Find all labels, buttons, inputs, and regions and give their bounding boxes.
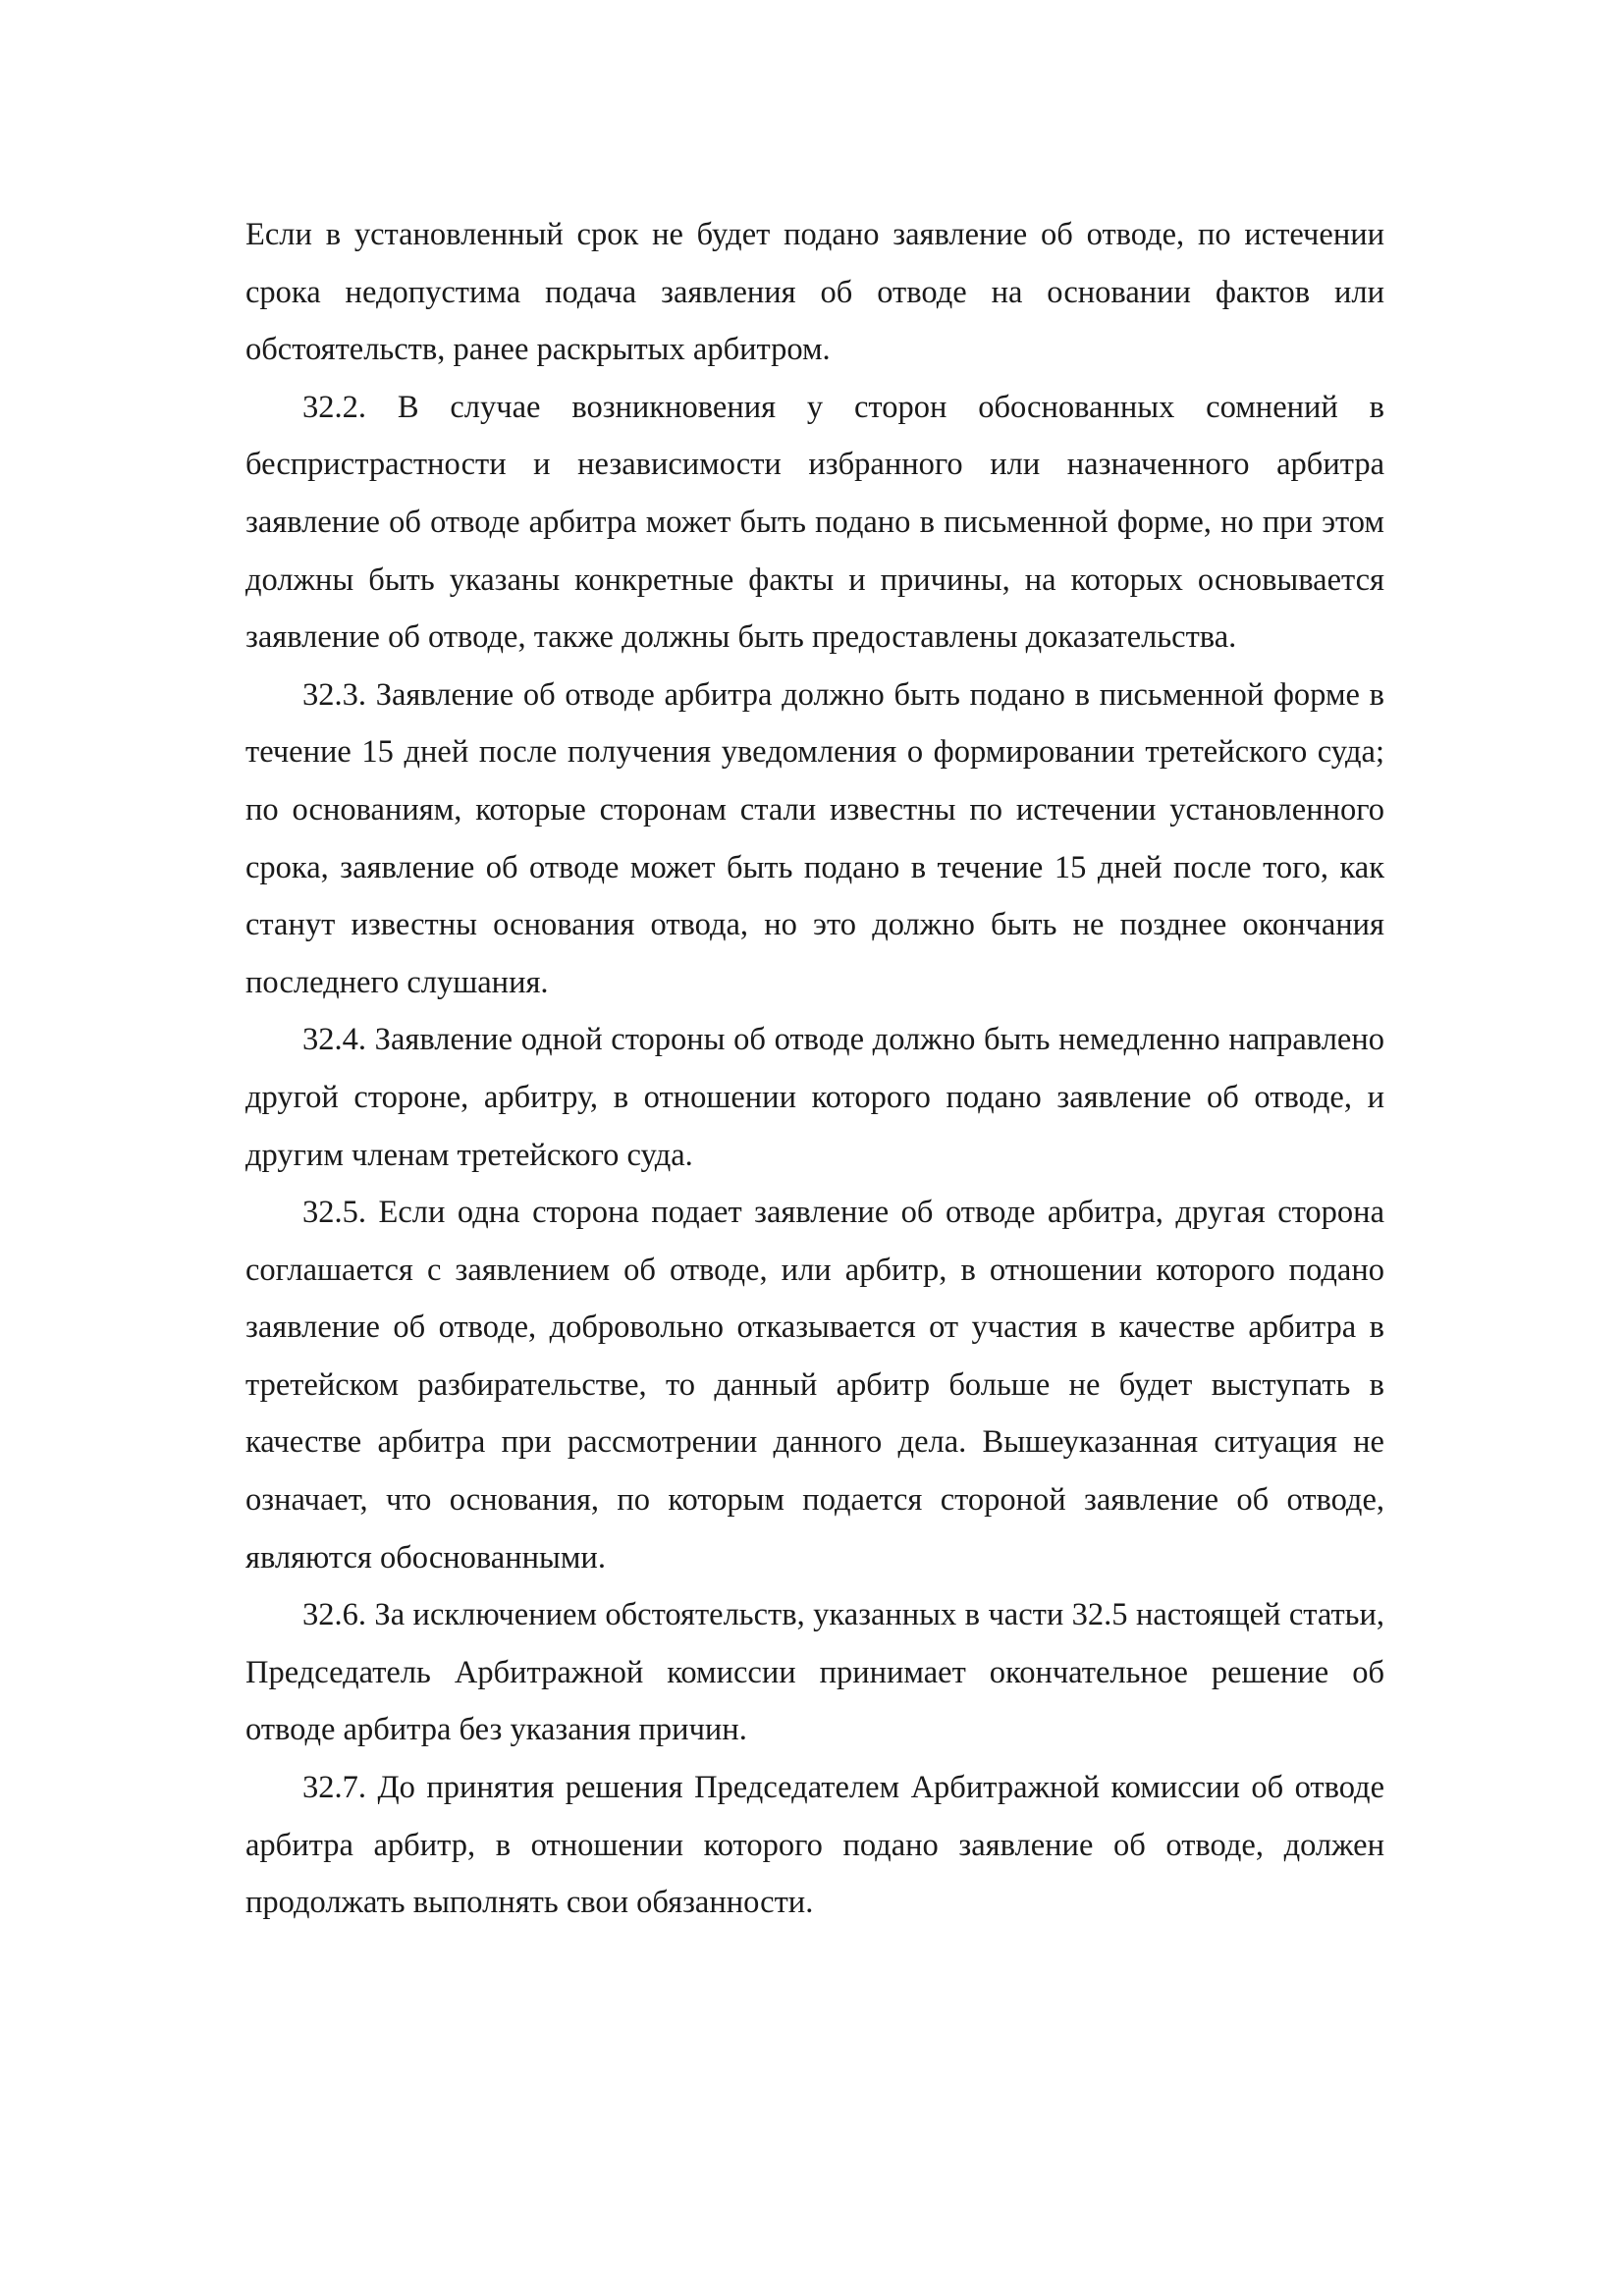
paragraph-32-6: 32.6. За исключением обстоятельств, указанных в части 32.5 настоящей статьи, Председатель Арбитражной комиссии принимает окончательное решение об отводе арбитра без указания причин. — [245, 1597, 1384, 1748]
paragraph-32-7: 32.7. До принятия решения Председателем Арбитражной комиссии об отводе арбитра арбитр, в отношении которого подано заявление об отводе, должен продолжать выполнять свои обязанности. — [245, 1770, 1384, 1921]
paragraph-32-4: 32.4. Заявление одной стороны об отводе должно быть немедленно направлено другой стороне, арбитру, в отношении которого подано заявление об отводе, и другим членам третейского суда. — [245, 1022, 1384, 1173]
paragraph-32-2: 32.2. В случае возникновения у сторон обоснованных сомнений в беспристрастности и независимости избранного или назначенного арбитра заявление об отводе арбитра может быть подано в письменной форме, но при этом должны быть указаны конкретные факты и причины, на которых основывается заявление об отводе, также должны быть предоставлены доказательства. — [245, 389, 1384, 656]
paragraph-32-3: 32.3. Заявление об отводе арбитра должно быть подано в письменной форме в течение 15 дней после получения уведомления о формировании третейского суда; по основаниям, которые сторонам стали известны по истечении установленного срока, заявление об отводе может быть подано в течение 15 дней после того, как станут известны основания отвода, но это должно быть не позднее окончания последнего слушания. — [245, 676, 1384, 1000]
document-body — [245, 206, 1384, 1932]
paragraph-continuation: Если в установленный срок не будет подано заявление об отводе, по истечении срока недопустима подача заявления об отводе на основании фактов или обстоятельств, ранее раскрытых арбитром. — [245, 217, 1384, 368]
paragraph-32-5: 32.5. Если одна сторона подает заявление об отводе арбитра, другая сторона соглашается с заявлением об отводе, или арбитр, в отношении которого подано заявление об отводе, добровольно отказывается от участия в качестве арбитра в третейском разбирательстве, то данный арбитр больше не будет выступать в качестве арбитра при рассмотрении данного дела. Вышеуказанная ситуация не означает, что основания, по которым подается стороной заявление об отводе, являются обоснованными. — [245, 1195, 1384, 1575]
